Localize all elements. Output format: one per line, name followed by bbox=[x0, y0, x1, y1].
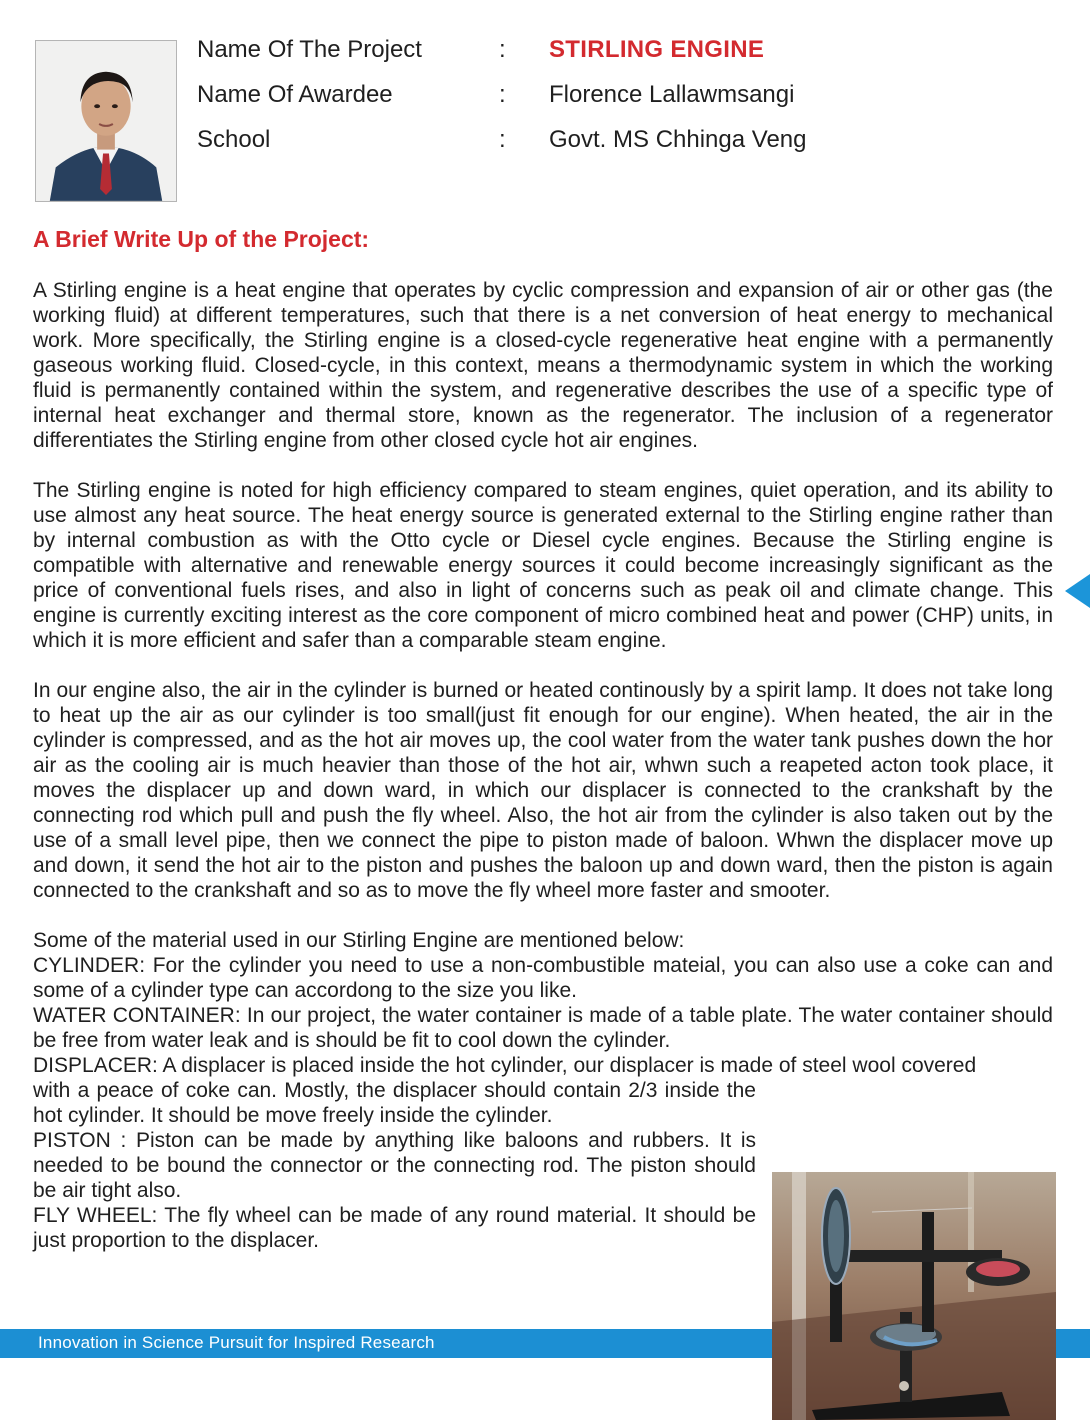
section-heading: A Brief Write Up of the Project: bbox=[33, 226, 370, 252]
stirling-engine-image bbox=[772, 1172, 1056, 1420]
stirling-engine-photo bbox=[772, 1172, 1056, 1420]
page-edge-arrow-icon bbox=[1065, 574, 1090, 608]
material-displacer-continued: with a peace of coke can. Mostly, the displacer should contain 2/3 inside the hot cylinder. It should be move freely inside the cylinder. bbox=[33, 1079, 756, 1127]
paragraph-efficiency: The Stirling engine is noted for high efficiency compared to steam engines, quiet operation, and its ability to use almost any heat source. The heat energy source is generated external to the Stirling engine rather than by internal combustion as with the Otto cycle or Diesel cycle engines. Because the Stirling engine is compatible with alternative and renewable energy sources it could become increasingly significant as the price of conventional fuels rises, and also in light of concerns such as peak oil and climate change. This engine is currently exciting interest as the core component of micro combined heat and power (CHP) units, in which it is more efficient and safer than a comparable steam engine. bbox=[33, 479, 1053, 652]
project-name-label: Name Of The Project bbox=[197, 36, 422, 63]
awardee-name-value: Florence Lallawmsangi bbox=[549, 81, 795, 108]
material-piston: PISTON : Piston can be made by anything like baloons and rubbers. It is needed to be bound the connector or the connecting rod. The piston should be air tight also. bbox=[33, 1129, 756, 1202]
paragraph-our-engine: In our engine also, the air in the cylinder is burned or heated continously by a spirit lamp. It does not take long to heat up the air as our cylinder is too small(just fit enough for our engine). When heated, the air in the cylinder is compressed, and as the hot air moves up, the cool water from the water tank pushes down the hor air as the cooling air is much heavier than those of the hot air, whwn such a reapeted acton took place, it moves the displacer up and down ward, in which our displacer is connected to the crankshaft by the connecting rod which pull and push the fly wheel. Also, the hot air from the cylinder is also taken out by the use of a small level pipe, then we connect the pipe to piston made of baloon. Whwn the displacer move up and down, it send the hot air to the piston and pushes the baloon up and down ward, then the piston is again connected to the crankshaft and so as to move the fly wheel more faster and smooter. bbox=[33, 679, 1053, 902]
school-label: School bbox=[197, 126, 271, 153]
material-cylinder: CYLINDER: For the cylinder you need to use a non-combustible mateial, you can also use a coke can and some of a cylinder type can accordong to the size you like. bbox=[33, 954, 1053, 1002]
footer-tagline: Innovation in Science Pursuit for Inspired Research bbox=[38, 1333, 435, 1352]
material-fly-wheel: FLY WHEEL: The fly wheel can be made of any round material. It should be just proportion to the displacer. bbox=[33, 1204, 756, 1252]
material-water-container: WATER CONTAINER: In our project, the water container is made of a table plate. The water container should be free from water leak and is should be fit to cool down the cylinder. bbox=[33, 1004, 1053, 1052]
article-body bbox=[33, 278, 1053, 1253]
paragraph-intro: A Stirling engine is a heat engine that operates by cyclic compression and expansion of air or other gas (the working fluid) at different temperatures, such that there is a net conversion of heat energy to mechanical work. More specifically, the Stirling engine is a closed-cycle regenerative heat engine with a permanently gaseous working fluid. Closed-cycle, in this context, means a thermodynamic system in which the working fluid is permanently contained within the system, and regenerative describes the use of a specific type of internal heat exchanger and thermal store, known as the regenerator. The inclusion of a regenerator differentiates the Stirling engine from other closed cycle hot air engines. bbox=[33, 279, 1053, 452]
awardee-portrait-image bbox=[36, 41, 176, 201]
materials-intro: Some of the material used in our Stirling Engine are mentioned below: bbox=[33, 929, 685, 952]
separator-colon: : bbox=[499, 126, 506, 153]
awardee-name-label: Name Of Awardee bbox=[197, 81, 393, 108]
separator-colon: : bbox=[499, 81, 506, 108]
school-value: Govt. MS Chhinga Veng bbox=[549, 126, 807, 153]
separator-colon: : bbox=[499, 36, 506, 63]
project-name-value: STIRLING ENGINE bbox=[549, 36, 765, 63]
material-displacer: DISPLACER: A displacer is placed inside the hot cylinder, our displacer is made of steel wool covered bbox=[33, 1054, 977, 1077]
awardee-photo bbox=[35, 40, 177, 202]
